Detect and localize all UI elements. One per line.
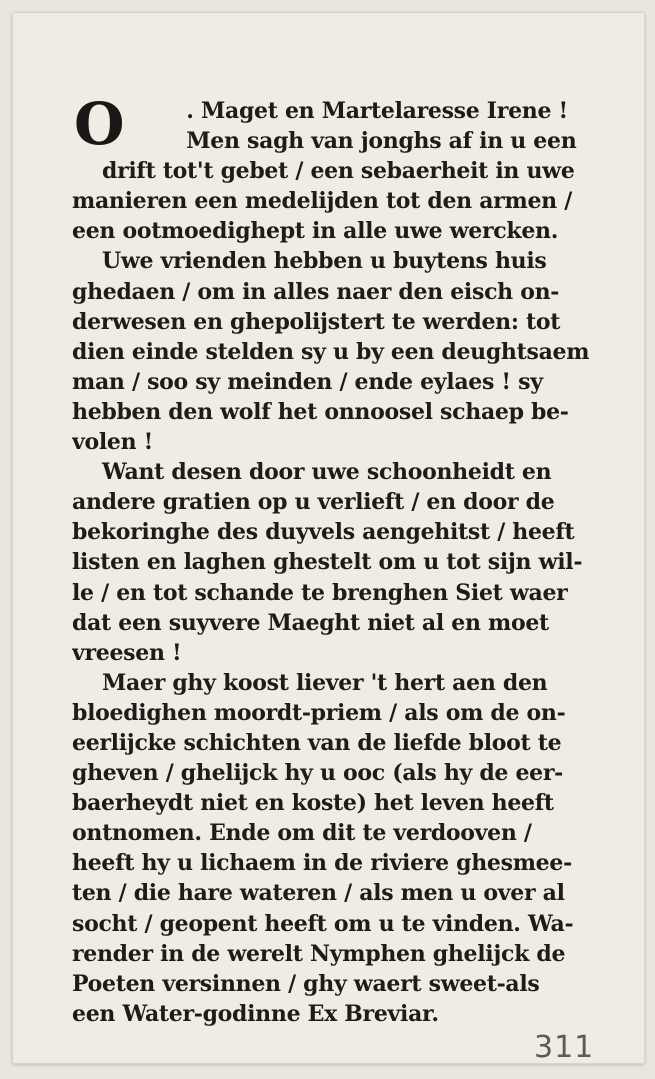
text-line-30: Poeten versinnen / ghy waert sweet-als (72, 970, 540, 997)
text-line-6: Uwe vrienden hebben u buytens huis (102, 248, 547, 275)
handwritten-page-number: 311 (534, 1030, 595, 1065)
text-line-5: een ootmoedighept in alle uwe wercken. (72, 218, 559, 245)
text-line-2: Men sagh van jonghs af in u een (186, 128, 577, 155)
prayer-text (72, 90, 612, 1029)
text-line-21: bloedighen moordt-priem / als om de on- (72, 699, 566, 726)
text-line-26: heeft hy u lichaem in de riviere ghesmee- (72, 850, 572, 877)
paper-sheet (12, 12, 645, 1064)
text-line-16: listen en laghen ghestelt om u tot sijn wil- (72, 549, 583, 576)
text-line-25: ontnomen. Ende om dit te verdooven / (72, 820, 532, 847)
drop-cap: O (74, 90, 125, 158)
text-line-24: baerheydt niet en koste) het leven heeft (72, 790, 554, 817)
text-line-15: bekoringhe des duyvels aengehitst / heeft (72, 519, 575, 546)
text-line-18: dat een suyvere Maeght niet al en moet (72, 609, 549, 636)
text-line-19: vreesen ! (72, 639, 182, 666)
text-line-3: drift tot't gebet / een sebaerheit in uwe (102, 158, 575, 185)
text-line-14: andere gratien op u verlieft / en door de (72, 489, 555, 516)
text-line-28: socht / geopent heeft om u te vinden. Wa- (72, 910, 574, 937)
text-line-31: een Water-godinne Ex Breviar. (72, 1000, 439, 1027)
text-line-13: Want desen door uwe schoonheidt en (102, 459, 552, 486)
text-line-22: eerlijcke schichten van de liefde bloot te (72, 729, 562, 756)
text-line-27: ten / die hare wateren / als men u over al (72, 880, 565, 907)
text-line-1 (130, 96, 612, 126)
text-line-9: dien einde stelden sy u by een deughtsaem (72, 338, 590, 365)
text-line-10: man / soo sy meinden / ende eylaes ! sy (72, 368, 543, 395)
text-line-1-content: . Maget en Martelaresse Irene ! (186, 98, 568, 124)
text-line-7: ghedaen / om in alles naer den eisch on- (72, 278, 560, 305)
text-line-20: Maer ghy koost liever 't hert aen den (102, 669, 548, 696)
text-line-29: render in de werelt Nymphen ghelijck de (72, 940, 566, 967)
text-line-23: gheven / ghelijck hy u ooc (als hy de eer- (72, 760, 564, 787)
text-line-17: le / en tot schande te brenghen Siet waer (72, 579, 568, 606)
text-line-8: derwesen en ghepolijstert te werden: tot (72, 308, 561, 335)
text-line-12: volen ! (72, 429, 154, 456)
text-line-4: manieren een medelijden tot den armen / (72, 188, 572, 215)
text-line-11: hebben den wolf het onnoosel schaep be- (72, 398, 569, 425)
